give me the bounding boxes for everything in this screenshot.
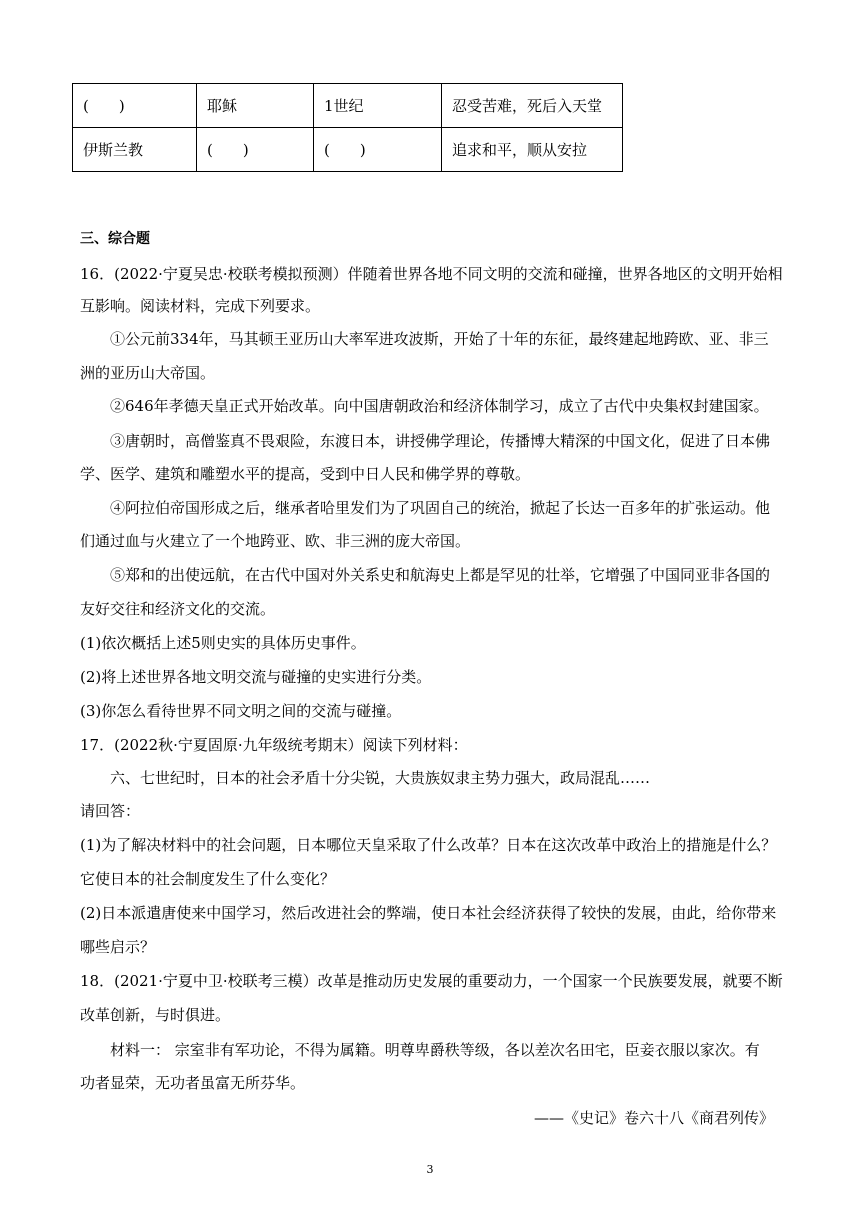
table-cell: ( ) <box>314 128 442 172</box>
question-18-material-cont: 功者显荣，无功者虽富无所芬华。 <box>80 1074 306 1092</box>
material-1: ①公元前334年，马其顿王亚历山大率军进攻波斯，开始了十年的东征，最终建起地跨欧、亚、非三 <box>110 330 769 348</box>
religion-table <box>72 83 623 172</box>
table-row <box>73 128 623 172</box>
question-17-material: 六、七世纪时，日本的社会矛盾十分尖锐，大贵族奴隶主势力强大，政局混乱…… <box>110 769 651 787</box>
question-18-stem: 18．(2021·宁夏中卫·校联考三模）改革是推动历史发展的重要动力，一个国家一个民族要发展，就要不断 <box>80 972 783 990</box>
question-17-stem: 17．(2022秋·宁夏固原·九年级统考期末）阅读下列材料： <box>80 736 468 754</box>
table-cell: 忍受苦难，死后入天堂 <box>442 84 623 128</box>
question-17-sub-2-cont: 哪些启示？ <box>80 938 156 956</box>
material-4-cont: 们通过血与火建立了一个地跨亚、欧、非三洲的庞大帝国。 <box>80 532 471 550</box>
question-17-sub-2: (2)日本派遣唐使来中国学习，然后改进社会的弊端，使日本社会经济获得了较快的发展，由此，给你带来 <box>80 904 777 922</box>
page-number: 3 <box>426 1163 434 1176</box>
table-row <box>73 84 623 128</box>
question-17-sub-1: (1)为了解决材料中的社会问题，日本哪位天皇采取了什么改革？日本在这次改革中政治上的措施是什么？ <box>80 836 777 854</box>
material-5-cont: 友好交往和经济文化的交流。 <box>80 600 276 618</box>
material-1-cont: 洲的亚历山大帝国。 <box>80 364 216 382</box>
question-18-stem-cont: 改革创新，与时俱进。 <box>80 1006 231 1024</box>
question-17-prompt: 请回答： <box>80 802 141 820</box>
material-source: ——《史记》卷六十八《商君列传》 <box>533 1109 774 1127</box>
table-cell: 耶稣 <box>197 84 314 128</box>
material-4: ④阿拉伯帝国形成之后，继承者哈里发们为了巩固自己的统治，掀起了长达一百多年的扩张运动。他 <box>110 499 771 517</box>
question-16-stem: 16．(2022·宁夏吴忠·校联考模拟预测）伴随着世界各地不同文明的交流和碰撞，世界各地区的文明开始相 <box>80 265 783 283</box>
table-cell: ( ) <box>197 128 314 172</box>
question-18-material: 材料一： 宗室非有军功论，不得为属籍。明尊卑爵秩等级，各以差次名田宅，臣妾衣服以家次。有 <box>110 1041 760 1059</box>
material-2: ②646年孝德天皇正式开始改革。向中国唐朝政治和经济体制学习，成立了古代中央集权封建国家。 <box>110 397 769 415</box>
section-title: 三、综合题 <box>80 231 150 247</box>
table-cell: 1世纪 <box>314 84 442 128</box>
material-3: ③唐朝时，高僧鉴真不畏艰险，东渡日本，讲授佛学理论，传播博大精深的中国文化，促进了日本佛 <box>110 432 771 450</box>
question-17-sub-1-cont: 它使日本的社会制度发生了什么变化？ <box>80 870 336 888</box>
material-3-cont: 学、医学、建筑和雕塑水平的提高，受到中日人民和佛学界的尊敬。 <box>80 465 531 483</box>
material-5: ⑤郑和的出使远航，在古代中国对外关系史和航海史上都是罕见的壮举，它增强了中国同亚非各国的 <box>110 566 771 584</box>
table-cell: 伊斯兰教 <box>73 128 197 172</box>
table-cell: 追求和平，顺从安拉 <box>442 128 623 172</box>
question-16-sub-1: (1)依次概括上述5则史实的具体历史事件。 <box>80 634 366 652</box>
question-16-sub-3: (3)你怎么看待世界不同文明之间的交流与碰撞。 <box>80 702 402 720</box>
table-cell: ( ) <box>73 84 197 128</box>
question-16-sub-2: (2)将上述世界各地文明交流与碰撞的史实进行分类。 <box>80 668 432 686</box>
question-16-stem-cont: 互影响。阅读材料，完成下列要求。 <box>80 297 321 315</box>
